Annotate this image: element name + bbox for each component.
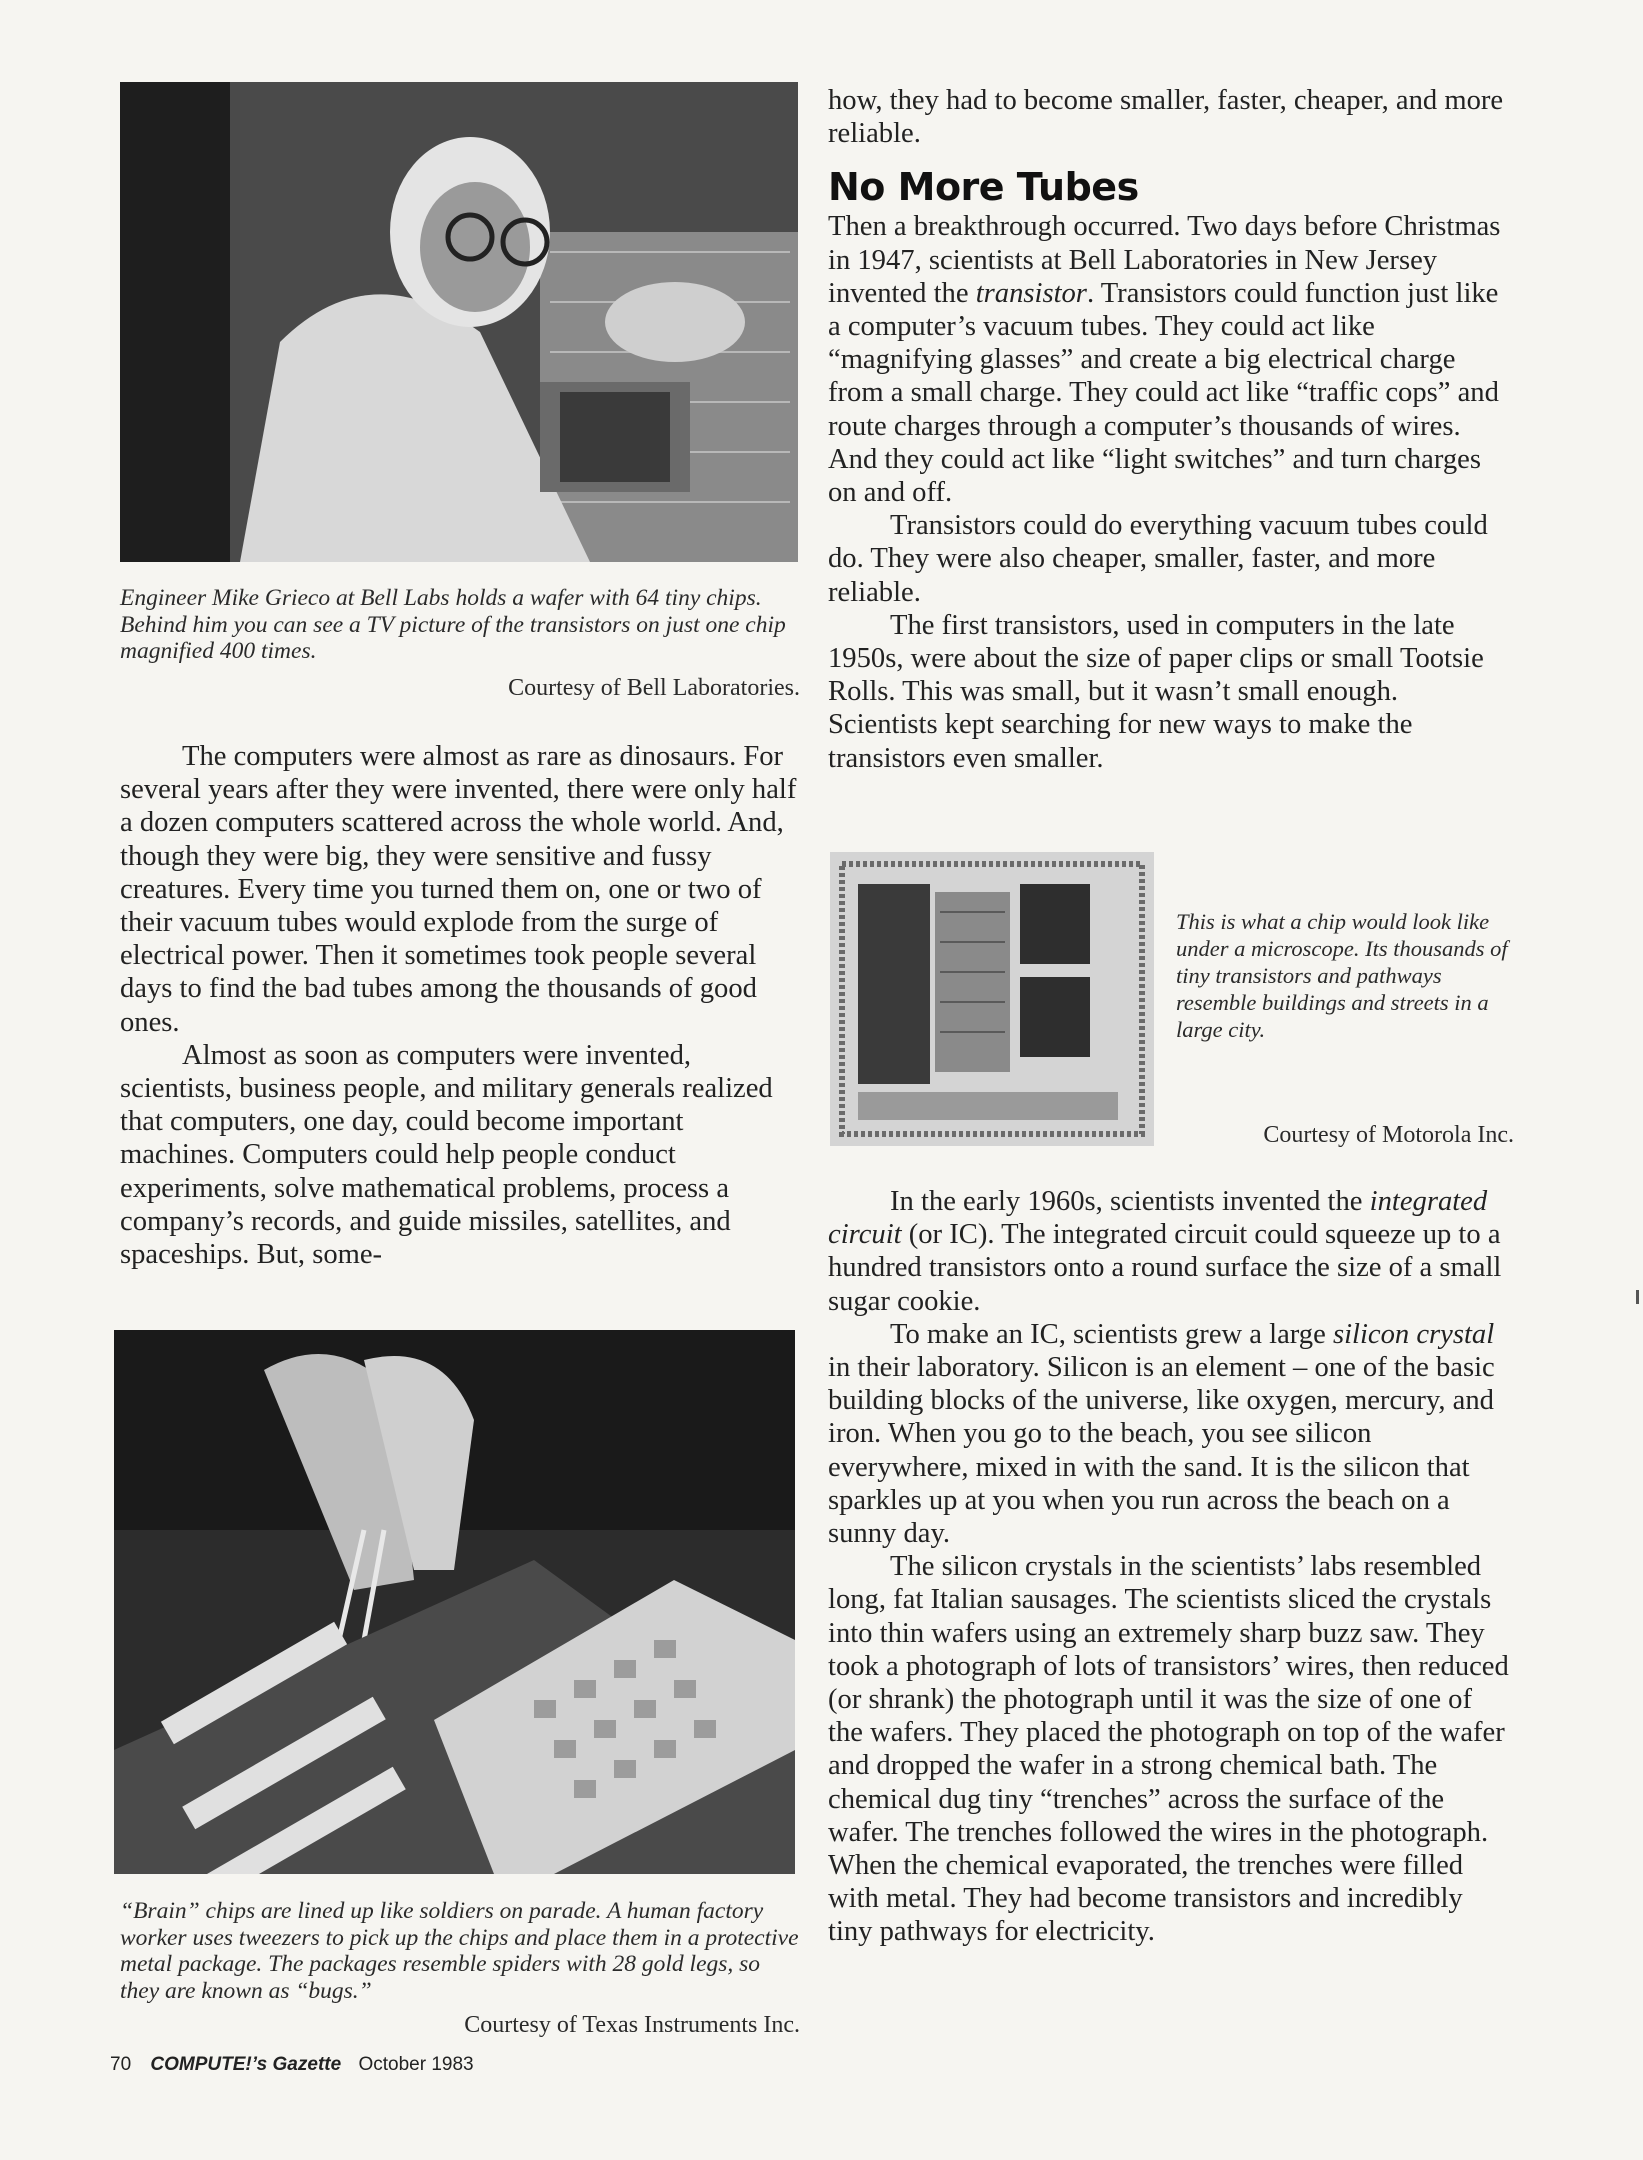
right-paragraph-2: Transistors could do everything vacuum tubes could do. They were also cheaper, smaller, faster, and more reliable. xyxy=(828,510,1488,608)
page-footer xyxy=(110,2054,474,2076)
photo2-credit: Courtesy of Texas Instruments Inc. xyxy=(464,2012,800,2038)
right-paragraph-5: To make an IC, scientists grew a large silicon crystal in their laboratory. Silicon is an element – one of the basic building blocks of the universe, like oxygen, mercury, and iron. When you go to the beach, you see silicon everywhere, mixed in with the sand. It is the silicon that sparkles up at you when you run across the beach on a sunny day. xyxy=(828,1318,1495,1550)
photo-engineer-wafer xyxy=(120,82,798,562)
right-paragraph-3: The first transistors, used in computers in the late 1950s, were about the size of paper clips or small Tootsie Rolls. This was small, but it wasn’t small enough. Scientists kept searching for new ways to make the transistors even smaller. xyxy=(828,609,1484,774)
photo2-caption: “Brain” chips are lined up like soldiers on parade. A human factory worker uses tweezers to pick up the chips and place them in a protective metal package. The packages resemble spiders with 28 gold legs, so they are known as “bugs.” xyxy=(120,1898,799,2004)
page-number: 70 xyxy=(110,2054,132,2075)
chip-credit: Courtesy of Motorola Inc. xyxy=(1263,1122,1514,1148)
magazine-name: COMPUTE!’s Gazette xyxy=(150,2054,342,2075)
left-paragraph-2: Almost as soon as computers were invented, scientists, business people, and military generals realized that computers, one day, could become important machines. Computers could help people conduct experiments, solve mathematical problems, process a company’s records, and guide missiles, satellites, and spaceships. But, some- xyxy=(120,1039,773,1271)
scan-edge-mark xyxy=(1636,1290,1639,1304)
chip-caption: This is what a chip would look like under a microscope. Its thousands of tiny transistors and pathways resemble buildings and streets in a large city. xyxy=(1176,909,1508,1042)
photo-chips-tweezers xyxy=(114,1330,795,1874)
left-paragraph-1: The computers were almost as rare as dinosaurs. For several years after they were invented, there were only half a dozen computers scattered across the whole world. And, though they were big, they were sensitive and fussy creatures. Every time you turned them on, one or two of their vacuum tubes would explode from the surge of electrical power. Then it sometimes took people several days to find the bad tubes among the thousands of good ones. xyxy=(120,741,797,1038)
issue-date: October 1983 xyxy=(358,2054,474,2075)
top-continuation: how, they had to become smaller, faster, cheaper, and more reliable. xyxy=(828,85,1504,150)
photo1-caption: Engineer Mike Grieco at Bell Labs holds a wafer with 64 tiny chips. Behind him you can see a TV picture of the transistors on just one chip magnified 400 times. xyxy=(120,585,786,664)
photo-chip-microscope xyxy=(830,852,1154,1146)
right-paragraph-1: Then a breakthrough occurred. Two days before Christmas in 1947, scientists at Bell Laboratories in New Jersey invented the transistor. Transistors could function just like a computer’s vacuum tubes. They could act like “magnifying glasses” and create a big electrical charge from a small charge. They could act like “traffic cops” and route charges through a computer’s thousands of wires. And they could act like “light switches” and turn charges on and off. xyxy=(828,211,1501,509)
right-paragraph-6: The silicon crystals in the scientists’ labs resembled long, fat Italian sausages. The scientists sliced the crystals into thin wafers using an extremely sharp buzz saw. They took a photograph of lots of transistors’ wires, then reduced (or shrank) the photograph until it was the size of one of the wafers. They placed the photograph on top of the wafer and dropped the wafer in a strong chemical bath. The chemical dug tiny “trenches” across the surface of the wafer. The trenches followed the wires in the photograph. When the chemical evaporated, the trenches were filled with metal. They had become transistors and incredibly tiny pathways for electricity. xyxy=(828,1551,1509,1948)
section-heading: No More Tubes xyxy=(828,165,1139,210)
right-paragraph-4: In the early 1960s, scientists invented the integrated circuit (or IC). The integrated circuit could squeeze up to a hundred transistors onto a round surface the size of a small sugar cookie. xyxy=(828,1186,1502,1317)
photo1-credit: Courtesy of Bell Laboratories. xyxy=(508,674,800,701)
